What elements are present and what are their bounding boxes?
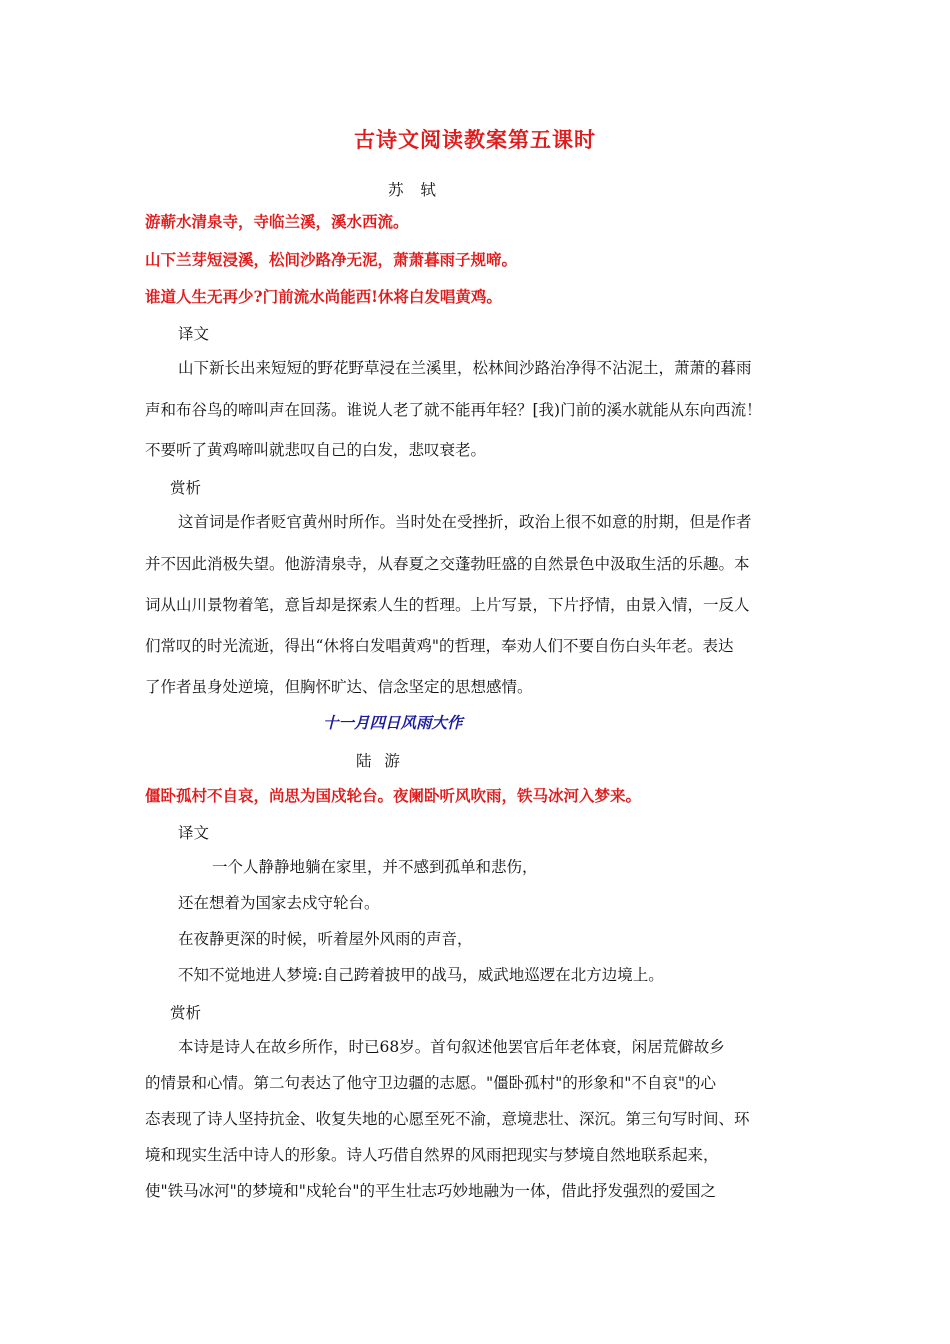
poem1-translation-line: 不要听了黄鸡啼叫就悲叹自己的白发，悲叹衰老。 (145, 441, 487, 459)
poem1-translation-line: 声和布谷鸟的啼叫声在回荡。谁说人老了就不能再年轻？[我)门前的溪水就能从东向西流！ (145, 401, 762, 419)
poem2-translation-label: 译文 (178, 824, 210, 842)
page-title: 古诗文阅读教案第五课时 (354, 127, 596, 152)
poem2-translation-line: 还在想着为国家去戍守轮台。 (178, 894, 380, 912)
poem1-analysis-line: 词从山川景物着笔，意旨却是探索人生的哲理。上片写景，下片抒情，由景入情，一反人 (145, 596, 750, 614)
poem2-analysis-line: 境和现实生活中诗人的形象。诗人巧借自然界的风雨把现实与梦境自然地联系起来， (145, 1146, 719, 1164)
poem2-title: 十一月四日风雨大作 (323, 713, 463, 732)
poem2-translation-line: 不知不觉地进人梦境:自己跨着披甲的战马，威武地巡逻在北方边境上。 (178, 966, 664, 984)
poem2-author: 陆 游 (356, 752, 404, 770)
poem2-translation-line: 一个人静静地躺在家里，并不感到孤单和悲伤， (212, 858, 538, 876)
poem1-analysis-label: 赏析 (170, 479, 202, 497)
poem1-analysis-line: 了作者虽身处逆境，但胸怀旷达、信念坚定的思想感情。 (145, 678, 533, 696)
poem1-line: 谁道人生无再少?门前流水尚能西!休将白发唱黄鸡。 (145, 287, 502, 306)
poem1-author: 苏 轼 (388, 181, 442, 199)
poem1-analysis-line: 们常叹的时光流逝，得出“休将白发唱黄鸡"的哲理，奉劝人们不要自伤白头年老。表达 (145, 637, 734, 655)
poem2-analysis-line: 使"铁马冰河"的梦境和"戍轮台"的平生壮志巧妙地融为一体，借此抒发强烈的爱国之 (145, 1182, 717, 1200)
poem1-line: 山下兰芽短浸溪，松间沙路净无泥，萧萧暮雨子规啼。 (145, 250, 518, 269)
poem1-analysis-line: 这首词是作者贬官黄州时所作。当时处在受挫折，政治上很不如意的肘期，但是作者 (178, 513, 752, 531)
poem1-translation-label: 译文 (178, 325, 210, 343)
poem2-analysis-line: 态表现了诗人坚持抗金、收复失地的心愿至死不渝，意境悲壮、深沉。第三句写时间、环 (145, 1110, 750, 1128)
poem1-line: 游蕲水清泉寺，寺临兰溪，溪水西流。 (145, 212, 409, 231)
poem2-translation-line: 在夜静更深的时候，听着屋外风雨的声音， (178, 930, 473, 948)
poem2-line: 僵卧孤村不自哀，尚思为国戍轮台。夜阑卧听风吹雨，铁马冰河入梦来。 (145, 786, 642, 805)
poem2-analysis-label: 赏析 (170, 1004, 202, 1022)
poem1-translation-line: 山下新长出来短短的野花野草浸在兰溪里，松林间沙路治净得不沾泥土，萧萧的暮雨 (178, 359, 752, 377)
poem2-analysis-line: 本诗是诗人在故乡所作，时已68岁。首句叙述他罢官后年老体衰，闲居荒僻故乡 (178, 1038, 725, 1056)
poem1-analysis-line: 并不因此消极失望。他游清泉寺，从春夏之交蓬勃旺盛的自然景色中汲取生活的乐趣。本 (145, 555, 750, 573)
poem2-analysis-line: 的情景和心情。第二句表达了他守卫边疆的志愿。"僵卧孤村"的形象和"不自哀"的心 (145, 1074, 717, 1092)
